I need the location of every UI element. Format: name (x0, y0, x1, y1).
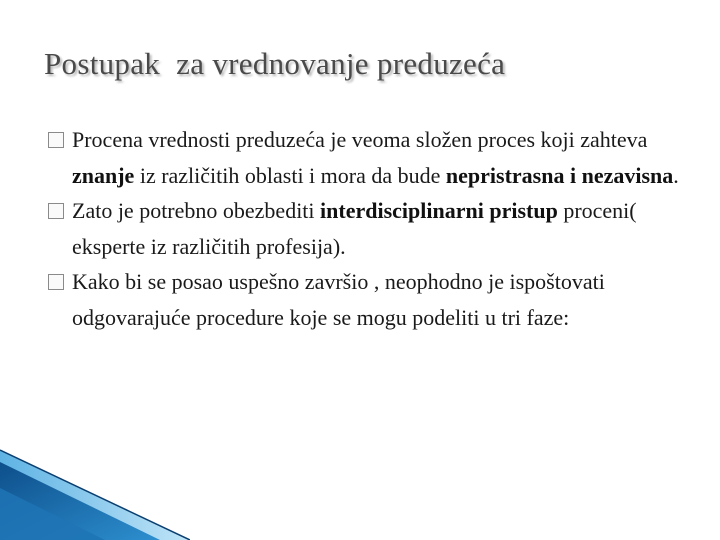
bullet-item-1 (48, 122, 698, 193)
bullet-box-icon (48, 274, 64, 290)
corner-decoration (0, 448, 190, 540)
text-segment: . (673, 162, 679, 188)
text-segment: Procena vrednosti preduzeća je veoma složen proces koji zahteva (72, 127, 648, 152)
bold-text-segment: znanje (72, 162, 135, 188)
bullet-item-2 (48, 193, 698, 264)
bold-text-segment: interdisciplinarni pristup (320, 198, 558, 223)
text-segment: iz različitih oblasti i mora da bude (134, 162, 446, 188)
text-segment: Zato je potrebno obezbediti (72, 198, 321, 223)
bold-text-segment: nepristrasna i nezavisna (445, 162, 674, 188)
bullet-box-icon (48, 203, 64, 219)
slide-title: Postupak za vrednovanje preduzeća (44, 46, 506, 81)
text-segment: proceni( eksperte iz različitih profesija). (72, 198, 637, 259)
bullet-item-3 (48, 264, 698, 335)
bullet-list (48, 122, 698, 335)
text-segment: Kako bi se posao uspešno završio , neophodno je ispoštovati odgovarajuće procedure koje se mogu podeliti u tri faze: (72, 269, 605, 330)
bullet-box-icon (48, 132, 64, 148)
